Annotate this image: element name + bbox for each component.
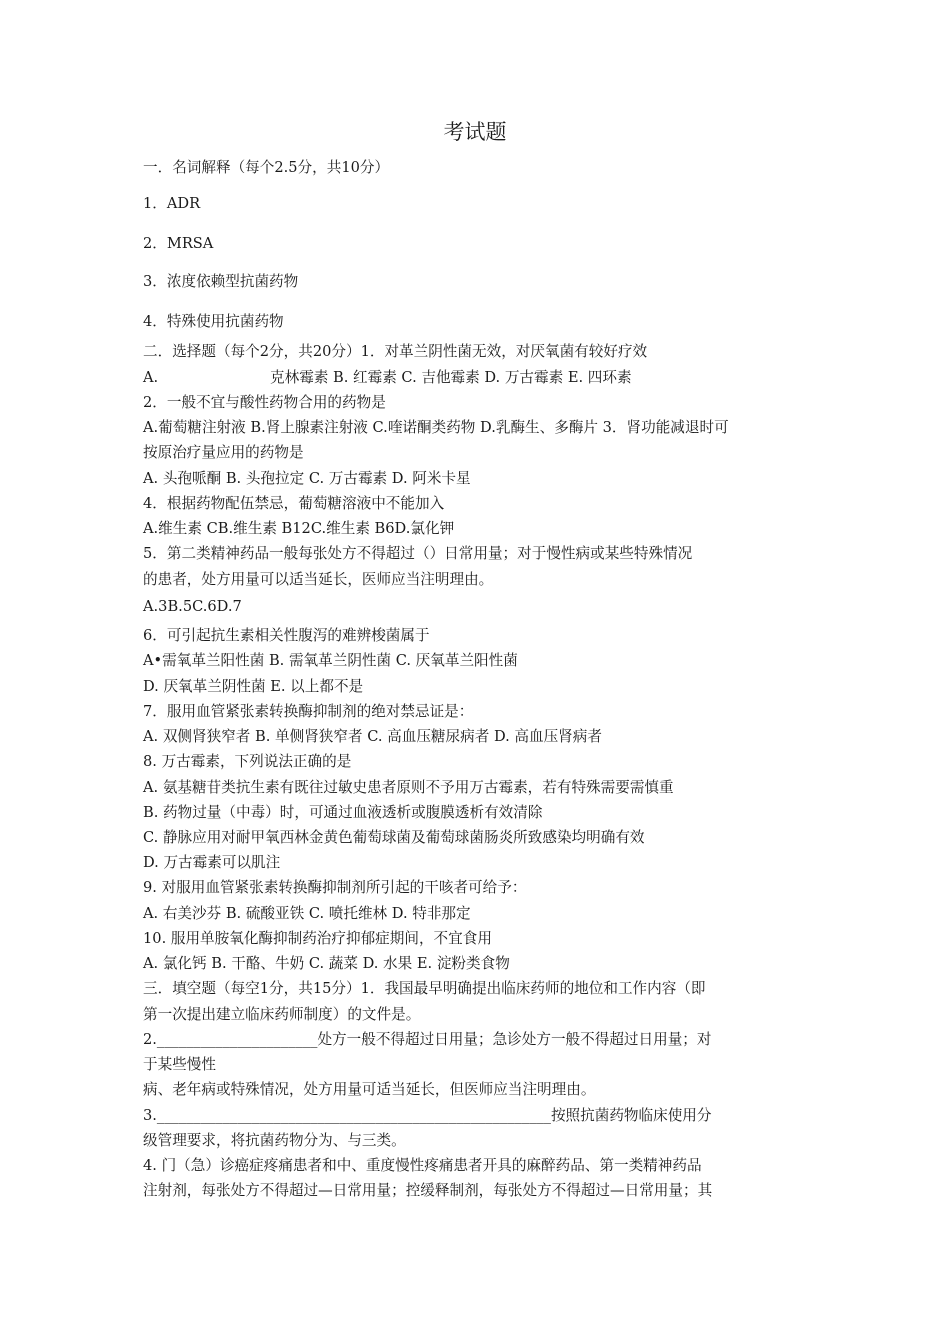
question-line: 10. 服用单胺氧化酶抑制药治疗抑郁症期间，不宜食用	[143, 930, 492, 947]
options-line: A. 双侧肾狭窄者 B. 单侧肾狭窄者 C. 高血压糖尿病者 D. 高血压肾病者	[143, 728, 602, 745]
section-3-heading: 三．填空题（每空1分，共15分）1．我国最早明确提出临床药师的地位和工作内容（即	[143, 980, 706, 997]
options-line: D. 万古霉素可以肌注	[143, 854, 281, 871]
question-line: 2．一般不宜与酸性药物合用的药物是	[143, 394, 386, 411]
question-line: 级管理要求，将抗菌药物分为、与三类。	[143, 1132, 406, 1149]
fill-blank-line: 3.______________________________________________________按照抗菌药物临床使用分	[143, 1107, 712, 1124]
question-line: 5．第二类精神药品一般每张处方不得超过（）日常用量；对于慢性病或某些特殊情况	[143, 545, 693, 562]
options-line: 克林霉素 B. 红霉素 C. 吉他霉素 D. 万古霉素 E. 四环素	[270, 369, 632, 386]
question-line: 病、老年病或特殊情况，处方用量可适当延长，但医师应当注明理由。	[143, 1081, 596, 1098]
question-line: 1．ADR	[143, 195, 201, 212]
document-title: 考试题	[443, 120, 507, 144]
options-line: C. 静脉应用对耐甲氧西林金黄色葡萄球菌及葡萄球菌肠炎所致感染均明确有效	[143, 829, 645, 846]
options-line: D. 厌氧革兰阴性菌 E. 以上都不是	[143, 678, 364, 695]
options-line: A. 氯化钙 B. 干酪、牛奶 C. 蔬菜 D. 水果 E. 淀粉类食物	[143, 955, 510, 972]
fill-blank-line: 2.______________________处方一般不得超过日用量；急诊处方一般不得超过日用量；对	[143, 1031, 712, 1048]
question-line: 4．根据药物配伍禁忌，葡萄糖溶液中不能加入	[143, 495, 445, 512]
question-line: 8. 万古霉素，下列说法正确的是	[143, 753, 352, 770]
question-line: 的患者，处方用量可以适当延长，医师应当注明理由。	[143, 571, 494, 588]
question-line: 注射剂，每张处方不得超过—日常用量；控缓释制剂，每张处方不得超过—日常用量；其	[143, 1182, 713, 1199]
options-line: A. 头孢哌酮 B. 头孢拉定 C. 万古霉素 D. 阿米卡星	[143, 470, 471, 487]
question-line: 7．服用血管紧张素转换酶抑制剂的绝对禁忌证是：	[143, 703, 474, 720]
question-line: 3．浓度依赖型抗菌药物	[143, 273, 299, 290]
options-line: A.葡萄糖注射液 B.肾上腺素注射液 C.喹诺酮类药物 D.乳酶生、多酶片 3．肾功能减退时可	[143, 419, 729, 436]
question-line: 6．可引起抗生素相关性腹泻的难辨梭菌属于	[143, 627, 430, 644]
question-line: 按原治疗量应用的药物是	[143, 444, 304, 461]
question-line: 4．特殊使用抗菌药物	[143, 313, 284, 330]
question-line: 4. 门（急）诊癌症疼痛患者和中、重度慢性疼痛患者开具的麻醉药品、第一类精神药品	[143, 1157, 702, 1174]
question-line: 第一次提出建立临床药师制度）的文件是。	[143, 1006, 421, 1023]
section-2-heading: 二．选择题（每个2分，共20分）1．对革兰阴性菌无效，对厌氧菌有较好疗效	[143, 343, 648, 360]
options-line: A.3B.5C.6D.7	[143, 598, 242, 615]
options-line: A. 氨基糖苷类抗生素有既往过敏史患者原则不予用万古霉素，若有特殊需要需慎重	[143, 779, 674, 796]
option-label: A.	[143, 369, 159, 386]
question-line: 2．MRSA	[143, 235, 214, 252]
options-line: B. 药物过量（中毒）时，可通过血液透析或腹膜透析有效清除	[143, 804, 543, 821]
question-line: 于某些慢性	[143, 1056, 216, 1073]
options-line: A. 右美沙芬 B. 硫酸亚铁 C. 喷托维林 D. 特非那定	[143, 905, 471, 922]
section-1-heading: 一．名词解释（每个2.5分，共10分）	[143, 159, 390, 176]
options-line: A.维生素 CB.维生素 B12C.维生素 B6D.氯化钾	[143, 520, 455, 537]
options-line: A•需氧革兰阳性菌 B. 需氧革兰阴性菌 C. 厌氧革兰阳性菌	[143, 652, 518, 669]
question-line: 9. 对服用血管紧张素转换酶抑制剂所引起的干咳者可给予：	[143, 879, 527, 896]
